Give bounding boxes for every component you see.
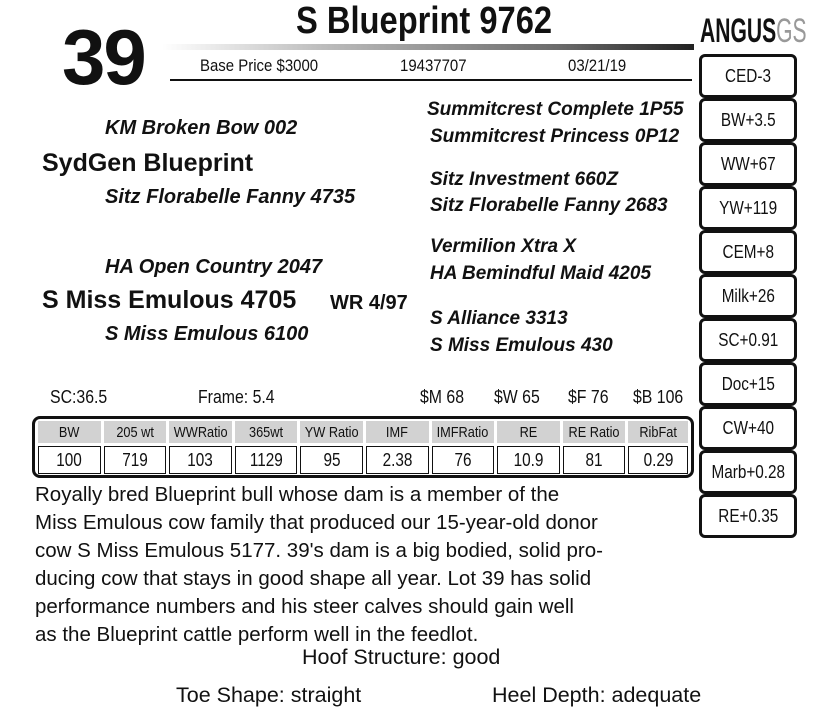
index-b: $B 106 xyxy=(633,387,684,407)
epd-cell xyxy=(699,98,797,142)
epd-cell xyxy=(699,362,797,406)
sire-dam: Sitz Florabelle Fanny 4735 xyxy=(105,186,356,208)
epd-bw: BW+3.5 xyxy=(720,109,776,130)
hoof-structure: Hoof Structure: good xyxy=(302,645,501,669)
performance-table xyxy=(32,416,694,478)
table-header-row xyxy=(38,421,688,443)
scrotal-circumference: SC:36.5 xyxy=(50,387,108,407)
table-header-cell: BW xyxy=(38,421,101,443)
sire-dam-sire: Sitz Investment 660Z xyxy=(430,169,618,190)
dam-dam-dam: S Miss Emulous 430 xyxy=(430,335,613,356)
title-divider-bar xyxy=(162,44,694,50)
table-header-cell: 365wt xyxy=(235,421,298,443)
table-header-cell: IMF xyxy=(366,421,429,443)
epd-cem: CEM+8 xyxy=(722,241,774,262)
table-header-cell: YW Ratio xyxy=(300,421,363,443)
epd-milk: Milk+26 xyxy=(721,285,775,306)
table-row xyxy=(38,443,688,474)
angus-gs-logo xyxy=(700,14,807,48)
table-cell: 2.38 xyxy=(366,446,429,474)
base-price: Base Price $3000 xyxy=(200,56,319,75)
table-cell: 95 xyxy=(300,446,363,474)
bull-name: S Blueprint 9762 xyxy=(296,0,553,42)
epd-re: RE+0.35 xyxy=(718,505,778,526)
sire-sire: KM Broken Bow 002 xyxy=(105,117,298,139)
epd-cell xyxy=(699,186,797,230)
epd-ww: WW+67 xyxy=(720,153,776,174)
epd-ced: CED-3 xyxy=(725,65,771,86)
epd-yw: YW+119 xyxy=(719,197,777,218)
table-header-cell: 205 wt xyxy=(104,421,167,443)
sire-dam-dam: Sitz Florabelle Fanny 2683 xyxy=(430,195,668,216)
epd-marb: Marb+0.28 xyxy=(711,461,785,482)
dam-note: WR 4/97 xyxy=(330,292,408,314)
table-header-cell: WWRatio xyxy=(169,421,232,443)
registration-number: 19437707 xyxy=(400,56,467,75)
dam-dam: S Miss Emulous 6100 xyxy=(105,323,309,345)
table-cell: 76 xyxy=(432,446,495,474)
table-header-cell: RibFat xyxy=(628,421,688,443)
dam-sire-sire: Vermilion Xtra X xyxy=(430,236,577,257)
epd-cell xyxy=(699,230,797,274)
index-m: $M 68 xyxy=(420,387,465,407)
sire-sire-sire: Summitcrest Complete 1P55 xyxy=(427,99,684,120)
epd-cell xyxy=(699,274,797,318)
table-cell: 1129 xyxy=(235,446,298,474)
header-underline xyxy=(170,79,692,81)
table-cell: 100 xyxy=(38,446,101,474)
table-header-cell: RE xyxy=(497,421,560,443)
lot-number: 39 xyxy=(62,13,145,101)
table-cell: 103 xyxy=(169,446,232,474)
table-cell: 81 xyxy=(563,446,626,474)
epd-cell xyxy=(699,450,797,494)
lot-description: Royally bred Blueprint bull whose dam is a member of the Miss Emulous cow family that produced our 15-year-old donor cow S Miss Emulous 5177. 39's dam is a big bodied, solid pro- ducing cow that stays in good shape all year. Lot 39 has solid performance numbers and his steer calves should gain well as the Blueprint cattle perform well in the feedlot. xyxy=(35,483,603,646)
logo-main-text: ANGUS xyxy=(700,12,777,50)
epd-cell xyxy=(699,494,797,538)
heel-depth: Heel Depth: adequate xyxy=(492,683,702,707)
epd-sc: SC+0.91 xyxy=(718,329,778,350)
epd-cell xyxy=(699,318,797,362)
dam: S Miss Emulous 4705 xyxy=(42,286,297,314)
sire: SydGen Blueprint xyxy=(42,149,254,177)
table-header-cell: RE Ratio xyxy=(563,421,626,443)
epd-cw: CW+40 xyxy=(722,417,774,438)
dam-sire: HA Open Country 2047 xyxy=(105,256,323,278)
table-cell: 719 xyxy=(104,446,167,474)
epd-column xyxy=(699,54,797,538)
epd-cell xyxy=(699,142,797,186)
frame-score: Frame: 5.4 xyxy=(198,387,275,407)
index-f: $F 76 xyxy=(568,387,609,407)
dam-sire-dam: HA Bemindful Maid 4205 xyxy=(430,263,652,284)
epd-cell xyxy=(699,54,797,98)
toe-shape: Toe Shape: straight xyxy=(176,683,362,707)
index-w: $W 65 xyxy=(494,387,540,407)
epd-cell xyxy=(699,406,797,450)
logo-suffix-text: GS xyxy=(776,12,807,50)
sire-sire-dam: Summitcrest Princess 0P12 xyxy=(430,126,680,147)
table-cell: 0.29 xyxy=(628,446,688,474)
table-header-cell: IMFRatio xyxy=(432,421,495,443)
birth-date: 03/21/19 xyxy=(568,56,627,75)
epd-doc: Doc+15 xyxy=(721,373,775,394)
dam-dam-sire: S Alliance 3313 xyxy=(430,308,568,329)
table-cell: 10.9 xyxy=(497,446,560,474)
